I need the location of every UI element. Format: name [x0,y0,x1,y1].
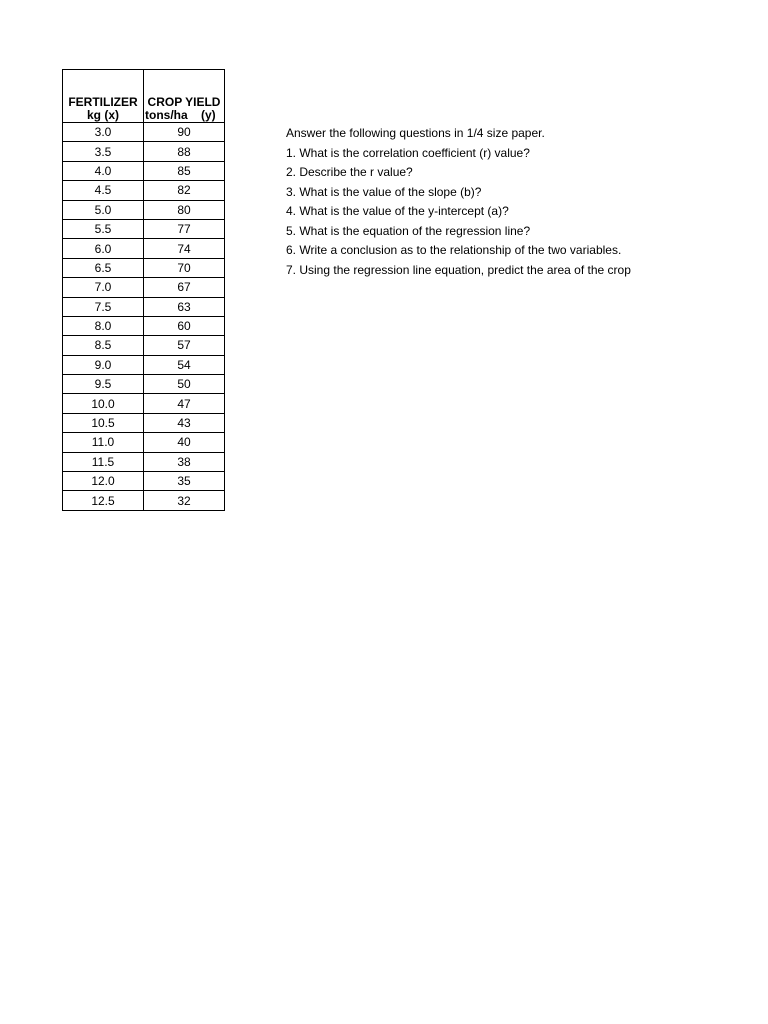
question-7: 7. Using the regression line equation, predict the area of the crop [286,262,631,277]
header-crop-yield-line2: tons/ha (y) [145,108,216,122]
table-row [63,336,225,355]
fertilizer-cell: 7.0 [63,278,144,297]
fertilizer-cell: 11.0 [63,433,144,452]
table-row [63,123,225,142]
questions-intro: Answer the following questions in 1/4 size paper. [286,126,545,140]
table-row [63,181,225,200]
table-row [63,394,225,413]
fertilizer-cell: 8.5 [63,336,144,355]
data-table [62,69,225,511]
fertilizer-cell: 10.0 [63,394,144,413]
fertilizer-cell: 3.5 [63,142,144,161]
fertilizer-cell: 4.0 [63,161,144,180]
question-2: 2. Describe the r value? [286,165,413,179]
crop-yield-cell: 67 [144,278,225,297]
fertilizer-cell: 4.5 [63,181,144,200]
crop-yield-cell: 63 [144,297,225,316]
table-row [63,355,225,374]
table-row [63,200,225,219]
crop-yield-cell: 40 [144,433,225,452]
table-row [63,278,225,297]
crop-yield-cell: 74 [144,239,225,258]
table-row [63,297,225,316]
crop-yield-cell: 60 [144,316,225,335]
header-fertilizer-line1: FERTILIZER [68,95,138,109]
table-row [63,472,225,491]
crop-yield-cell: 35 [144,472,225,491]
table-row [63,142,225,161]
crop-yield-cell: 80 [144,200,225,219]
fertilizer-cell: 12.5 [63,491,144,510]
table-row [63,316,225,335]
fertilizer-cell: 10.5 [63,413,144,432]
table-row [63,452,225,471]
fertilizer-cell: 12.0 [63,472,144,491]
table-body [63,123,225,511]
crop-yield-cell: 38 [144,452,225,471]
crop-yield-cell: 54 [144,355,225,374]
table-row [63,161,225,180]
fertilizer-cell: 8.0 [63,316,144,335]
crop-yield-cell: 88 [144,142,225,161]
header-crop-yield-line1: CROP YIELD [147,95,221,109]
fertilizer-cell: 3.0 [63,123,144,142]
crop-yield-cell: 32 [144,491,225,510]
header-crop-yield [144,70,225,123]
fertilizer-cell: 6.0 [63,239,144,258]
header-row [63,70,225,123]
crop-yield-cell: 90 [144,123,225,142]
crop-yield-cell: 50 [144,375,225,394]
crop-yield-cell: 82 [144,181,225,200]
crop-yield-cell: 47 [144,394,225,413]
crop-yield-cell: 70 [144,258,225,277]
table-row [63,239,225,258]
table-row [63,375,225,394]
table-row [63,413,225,432]
table-row [63,219,225,238]
fertilizer-cell: 9.5 [63,375,144,394]
questions-block [286,124,648,280]
question-6: 6. Write a conclusion as to the relationship of the two variables. [286,243,622,257]
fertilizer-cell: 5.5 [63,219,144,238]
question-1: 1. What is the correlation coefficient (r) value? [286,145,530,160]
question-3: 3. What is the value of the slope (b)? [286,184,482,199]
fertilizer-cell: 6.5 [63,258,144,277]
fertilizer-cell: 11.5 [63,452,144,471]
question-4: 4. What is the value of the y-intercept (a)? [286,204,509,218]
crop-yield-cell: 85 [144,161,225,180]
fertilizer-cell: 9.0 [63,355,144,374]
crop-yield-cell: 57 [144,336,225,355]
table-row [63,433,225,452]
fertilizer-cell: 7.5 [63,297,144,316]
question-5: 5. What is the equation of the regression line? [286,223,531,238]
table-row [63,258,225,277]
crop-yield-cell: 43 [144,413,225,432]
table-row [63,491,225,510]
header-fertilizer-line2: kg (x) [86,108,119,122]
fertilizer-cell: 5.0 [63,200,144,219]
crop-yield-cell: 77 [144,219,225,238]
header-fertilizer [63,70,144,123]
